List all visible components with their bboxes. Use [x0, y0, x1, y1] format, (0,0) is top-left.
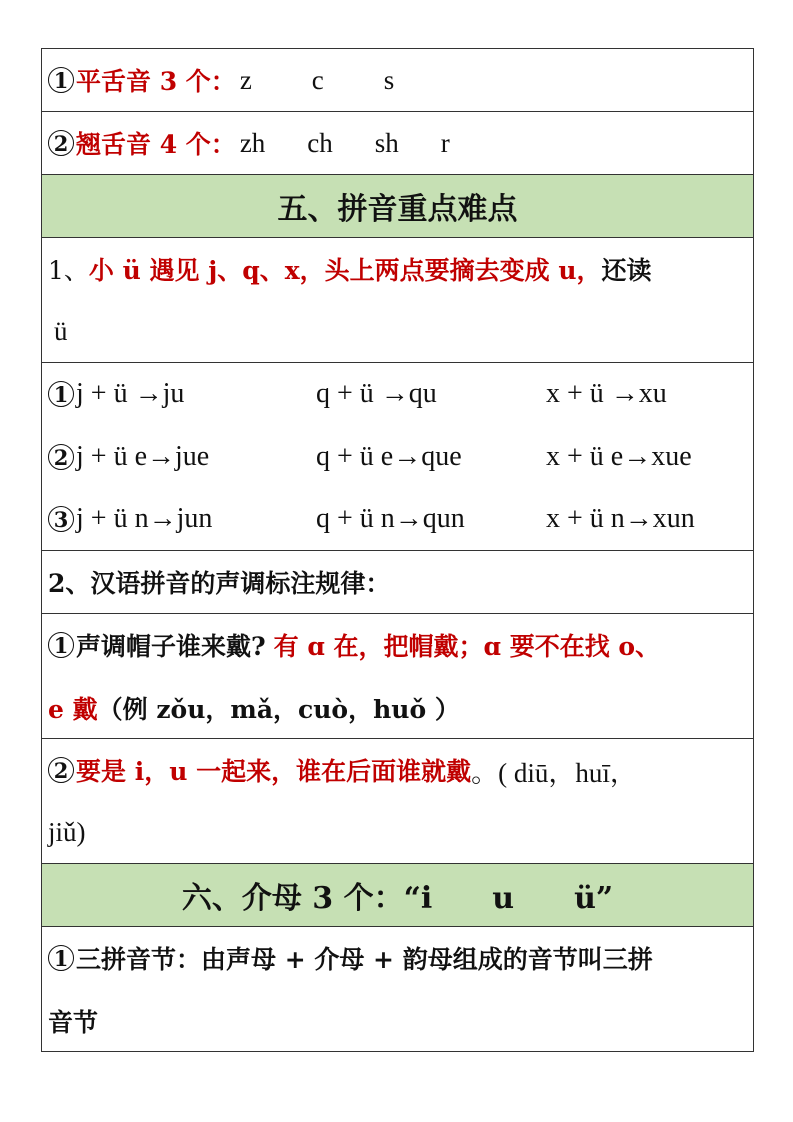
- circled-number: 2: [48, 130, 74, 156]
- initial: s: [383, 64, 395, 95]
- initial: sh: [374, 127, 399, 158]
- circled-number: 3: [48, 506, 74, 532]
- formula-line: [48, 363, 747, 426]
- row-rule-u-umlaut: [42, 238, 753, 363]
- row-formulas: [42, 363, 753, 551]
- tone-rule-heading: 2、汉语拼音的声调标注规律：: [48, 569, 391, 598]
- formula-line: [48, 426, 747, 489]
- formula: q + ü e→que: [316, 440, 462, 472]
- circled-number: 2: [48, 444, 74, 470]
- rule-continuation: ü: [54, 316, 68, 347]
- section-header-5: [42, 175, 753, 238]
- tone-rule-red: 要是 i，u 一起来，谁在后面谁就戴: [76, 757, 472, 787]
- circled-number: 1: [48, 381, 74, 407]
- pinyin-notes-table: [41, 48, 754, 1052]
- initial: c: [311, 64, 324, 95]
- row-retroflex: [42, 112, 753, 175]
- initial: zh: [239, 127, 266, 158]
- initial: r: [440, 127, 450, 158]
- formula: x + ü →xu: [546, 378, 667, 410]
- row-tone-rule-heading: [42, 551, 753, 614]
- formula: j + ü n→jun: [76, 503, 213, 535]
- section-title: 六、介母 3 个：“i u ü”: [181, 881, 614, 916]
- row-flat-tongue: [42, 49, 753, 112]
- formula: x + ü n→xun: [546, 503, 695, 535]
- circled-number: 2: [48, 757, 74, 783]
- circled-number: 1: [48, 67, 74, 93]
- tone-example-cont: jiǔ): [48, 817, 86, 848]
- rule-text-tail: 还读: [601, 256, 652, 286]
- section-title: 五、拼音重点难点: [277, 192, 518, 227]
- formula: j + ü e→jue: [76, 440, 210, 472]
- row-label: 平舌音 3 个：: [76, 67, 236, 96]
- tone-question: 声调帽子谁来戴?: [76, 632, 266, 662]
- formula-line: [48, 488, 747, 551]
- circled-number: 1: [48, 945, 74, 971]
- formula: j + ü →ju: [76, 378, 185, 410]
- row-triple-syllable: [42, 927, 753, 1052]
- row-tone-rule-2: [42, 739, 753, 864]
- section-header-6: [42, 864, 753, 927]
- formula: x + ü e→xue: [546, 440, 692, 472]
- circled-number: 1: [48, 632, 74, 658]
- initial: ch: [307, 127, 333, 158]
- rule-text-red: 小 ü 遇见 j、q、x，头上两点要摘去变成 u，: [88, 256, 602, 286]
- formula: q + ü n→qun: [316, 503, 465, 535]
- tone-example: 。( diū，huī，: [471, 757, 637, 788]
- rule-number: 1、: [48, 256, 89, 286]
- triple-definition-cont: 音节: [48, 1007, 99, 1037]
- formula: q + ü →qu: [316, 378, 437, 410]
- triple-definition: 三拼音节：由声母 + 介母 + 韵母组成的音节叫三拼: [76, 945, 653, 975]
- row-tone-rule-1: [42, 614, 753, 739]
- initial: z: [239, 64, 252, 95]
- tone-example: （例 zǒu，mǎ，cuò，huǒ ）: [97, 694, 460, 724]
- tone-answer-red: 有 ɑ 在，把帽戴；ɑ 要不在找 o、: [273, 632, 661, 662]
- tone-answer-red-cont: e 戴: [48, 694, 98, 724]
- row-label: 翘舌音 4 个：: [76, 130, 236, 159]
